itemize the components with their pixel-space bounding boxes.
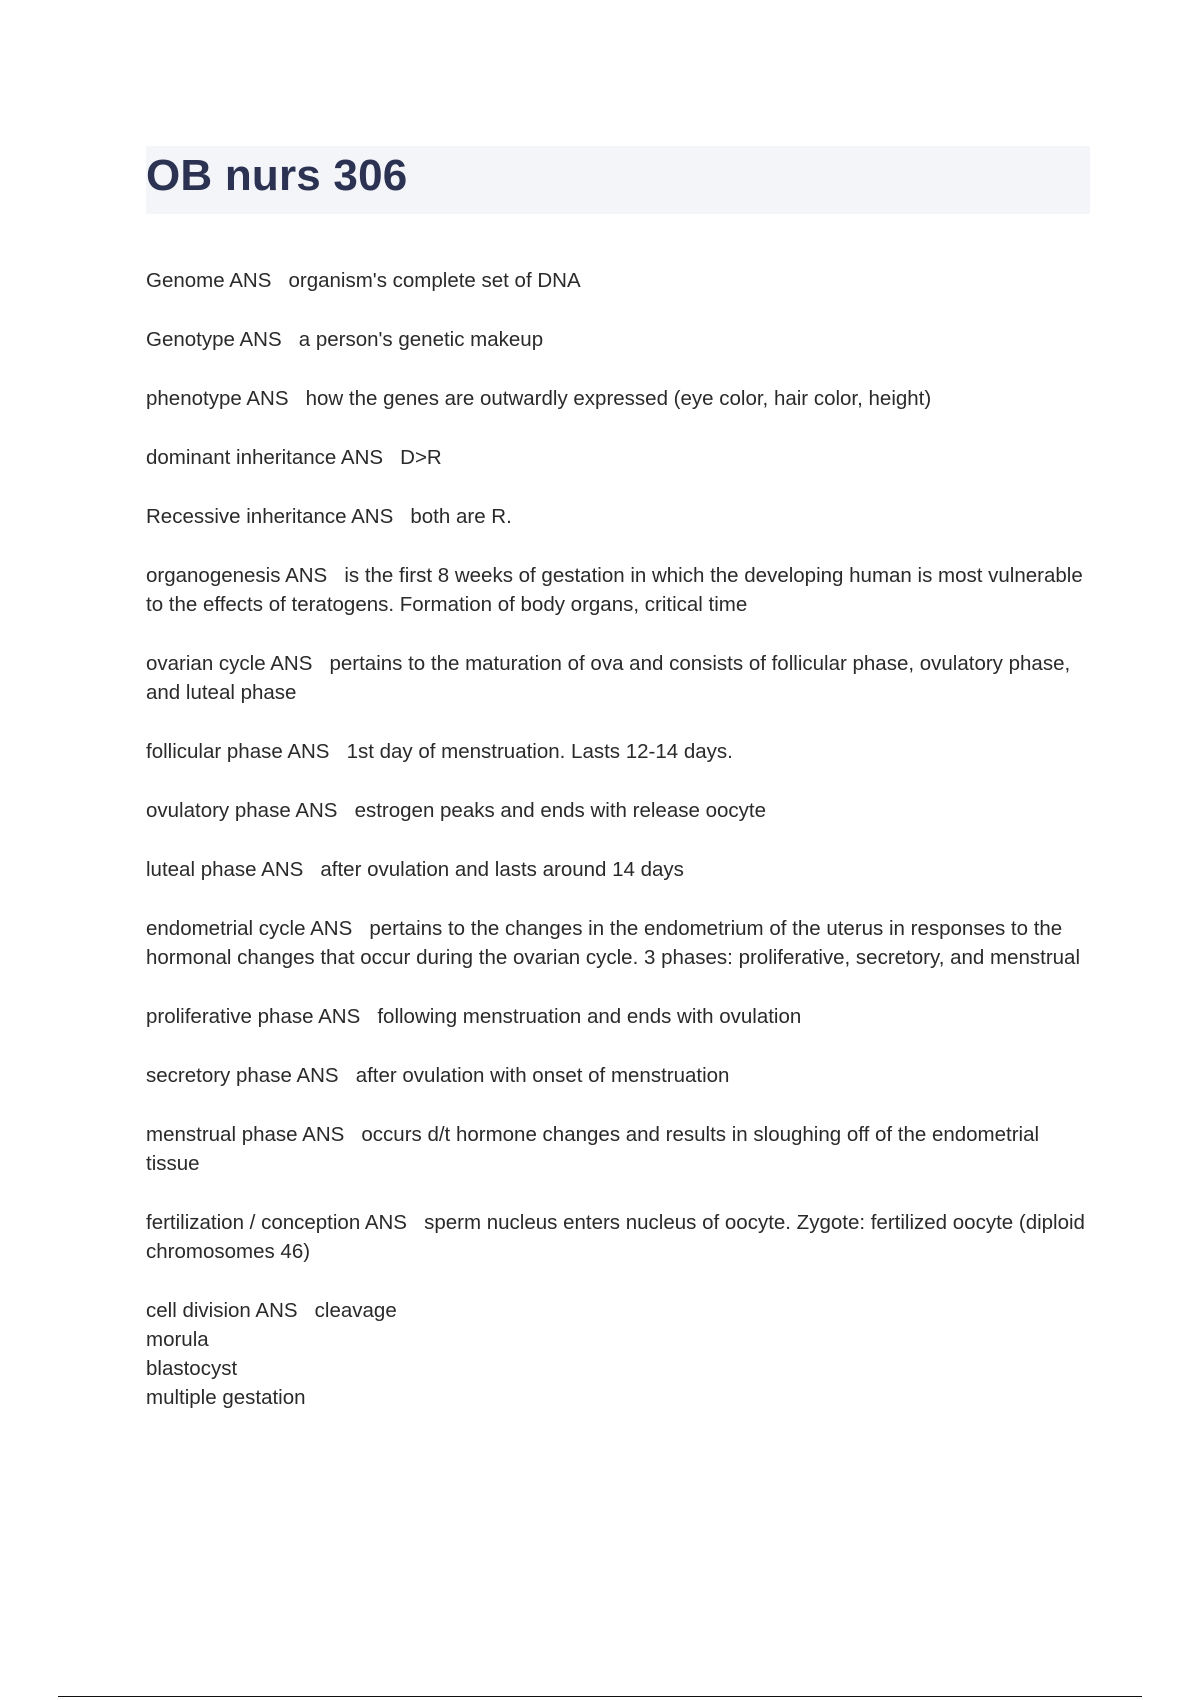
ans-marker: ANS: [239, 328, 282, 351]
flashcard-list: [146, 266, 1090, 1442]
entry-answer: D>R: [400, 446, 442, 469]
entry-term: follicular phase: [146, 740, 283, 763]
entry-term: fertilization / conception: [146, 1211, 361, 1234]
entry-answer: cleavage: [314, 1299, 397, 1322]
page-title: OB nurs 306: [146, 151, 408, 200]
flashcard-entry: [146, 914, 1090, 972]
ans-marker: ANS: [229, 269, 272, 292]
ans-marker: ANS: [340, 446, 384, 469]
entry-extra-line: multiple gestation: [146, 1386, 306, 1409]
entry-term: ovarian cycle: [146, 652, 266, 675]
flashcard-entry: [146, 649, 1090, 707]
entry-term: secretory phase: [146, 1064, 292, 1087]
ans-marker: ANS: [270, 652, 313, 675]
flashcard-entry: [146, 1061, 1090, 1090]
entry-answer: estrogen peaks and ends with release oocyte: [354, 799, 766, 822]
entry-answer: pertains to the maturation of ova and consists of follicular phase, ovulatory phase, and luteal phase: [146, 652, 1071, 704]
entry-extra-line: morula: [146, 1328, 209, 1351]
entry-term: Recessive inheritance: [146, 505, 347, 528]
entry-answer: pertains to the changes in the endometrium of the uterus in responses to the hormonal changes that occur during the ovarian cycle. 3 phases: proliferative, secretory, and menstrual: [146, 917, 1081, 969]
ans-marker: ANS: [285, 564, 328, 587]
entry-term: dominant inheritance: [146, 446, 337, 469]
entry-term: Genotype: [146, 328, 235, 351]
entry-answer: after ovulation with onset of menstruation: [355, 1064, 730, 1087]
entry-term: organogenesis: [146, 564, 281, 587]
flashcard-entry: [146, 1208, 1090, 1266]
entry-term: luteal phase: [146, 858, 257, 881]
flashcard-entry: [146, 1002, 1090, 1031]
footer-divider: [58, 1696, 1142, 1697]
ans-marker: ANS: [302, 1123, 345, 1146]
ans-marker: ANS: [246, 387, 289, 410]
entry-term: phenotype: [146, 387, 242, 410]
entry-extra-lines: [146, 1325, 1090, 1412]
ans-marker: ANS: [261, 858, 304, 881]
flashcard-entry: [146, 502, 1090, 531]
entry-answer: how the genes are outwardly expressed (eye color, hair color, height): [305, 387, 932, 410]
ans-marker: ANS: [364, 1211, 407, 1234]
entry-term: endometrial cycle: [146, 917, 306, 940]
flashcard-entry: [146, 1120, 1090, 1178]
entry-answer: after ovulation and lasts around 14 days: [320, 858, 684, 881]
entry-answer: following menstruation and ends with ovulation: [377, 1005, 802, 1028]
entry-answer: occurs d/t hormone changes and results in sloughing off of the endometrial tissue: [146, 1123, 1040, 1175]
ans-marker: ANS: [351, 505, 394, 528]
ans-marker: ANS: [318, 1005, 361, 1028]
entry-answer: is the first 8 weeks of gestation in which the developing human is most vulnerable to the effects of teratogens. Formation of body organs, critical time: [146, 564, 1083, 616]
entry-term: ovulatory phase: [146, 799, 291, 822]
flashcard-entry: [146, 796, 1090, 825]
ans-marker: ANS: [287, 740, 330, 763]
entry-answer: a person's genetic makeup: [298, 328, 544, 351]
ans-marker: ANS: [310, 917, 353, 940]
title-banner: [146, 146, 1090, 214]
flashcard-entry: [146, 737, 1090, 766]
entry-answer: organism's complete set of DNA: [288, 269, 581, 292]
flashcard-entry: [146, 561, 1090, 619]
flashcard-entry: [146, 443, 1090, 472]
entry-term: cell division: [146, 1299, 251, 1322]
flashcard-entry: [146, 1296, 1090, 1412]
ans-marker: ANS: [255, 1299, 298, 1322]
entry-extra-line: blastocyst: [146, 1357, 238, 1380]
flashcard-entry: [146, 266, 1090, 295]
flashcard-entry: [146, 384, 1090, 413]
entry-answer: 1st day of menstruation. Lasts 12-14 days.: [346, 740, 733, 763]
entry-term: proliferative phase: [146, 1005, 314, 1028]
entry-term: Genome: [146, 269, 225, 292]
flashcard-entry: [146, 855, 1090, 884]
flashcard-entry: [146, 325, 1090, 354]
entry-term: menstrual phase: [146, 1123, 298, 1146]
entry-answer: both are R.: [410, 505, 512, 528]
ans-marker: ANS: [295, 799, 338, 822]
entry-answer: sperm nucleus enters nucleus of oocyte. Zygote: fertilized oocyte (diploid chromosomes 46): [146, 1211, 1085, 1263]
ans-marker: ANS: [296, 1064, 339, 1087]
